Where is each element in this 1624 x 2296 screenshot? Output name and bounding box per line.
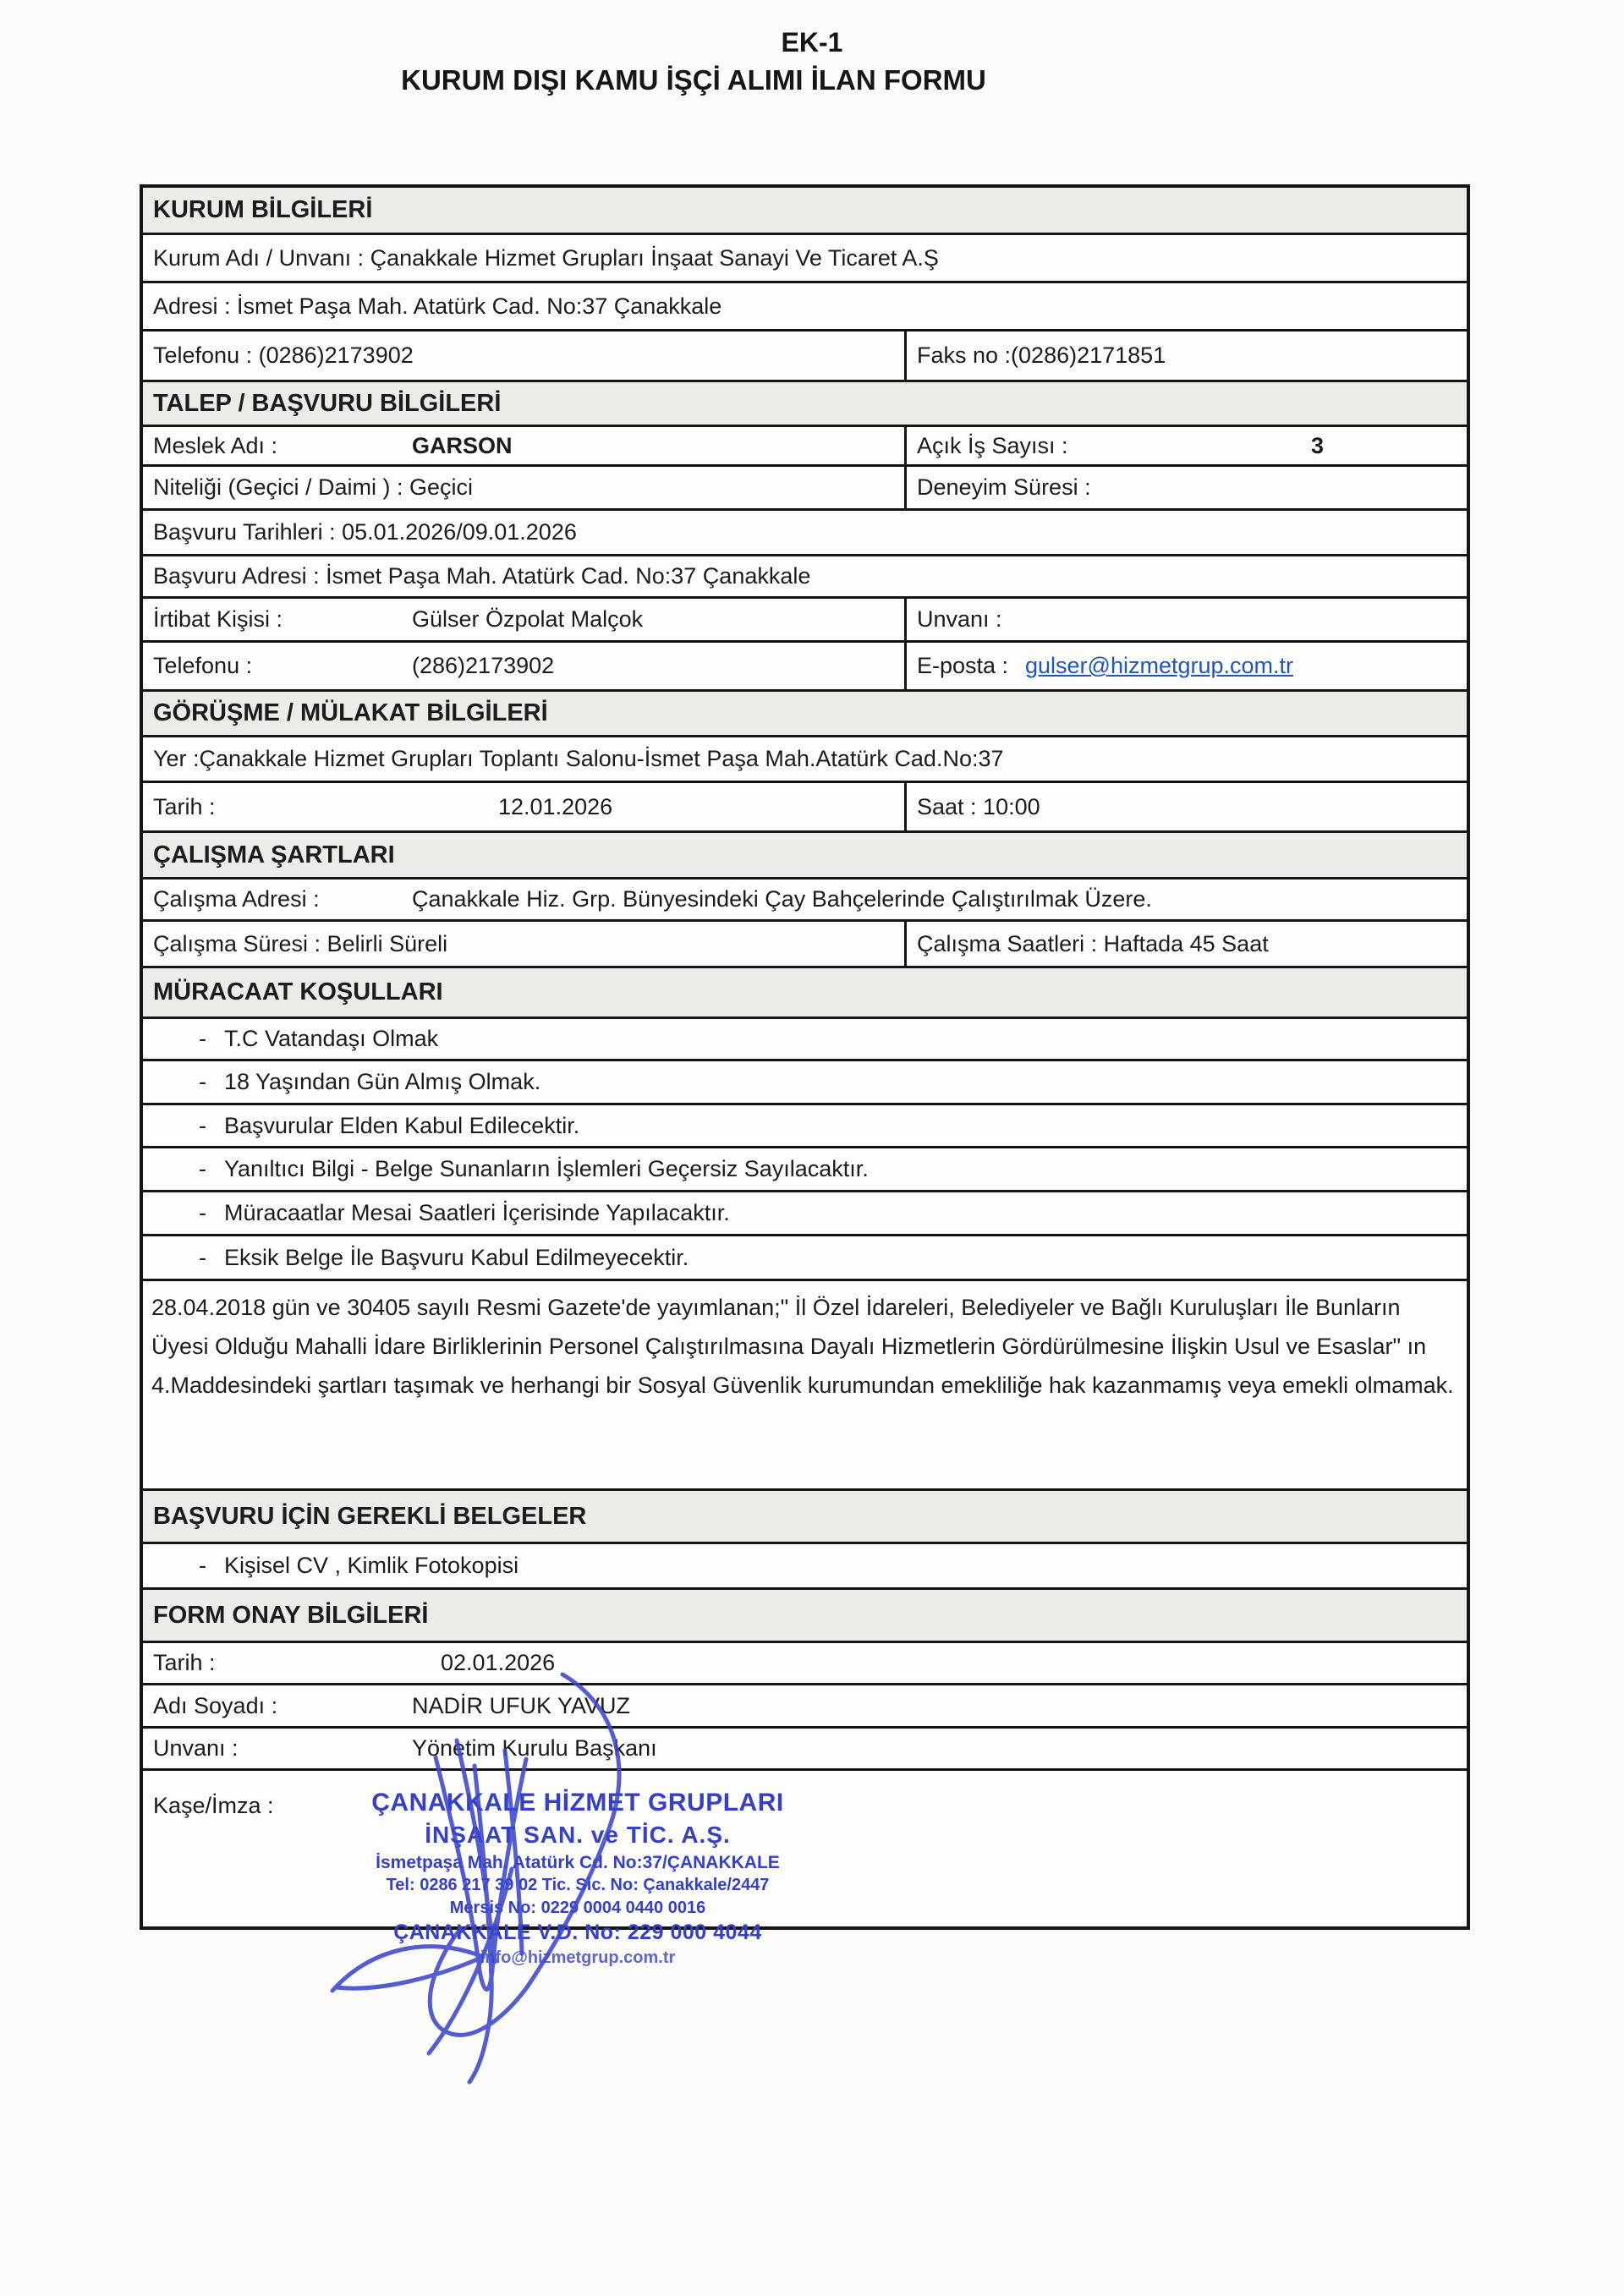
irtibat-cell: [143, 599, 907, 640]
section-header-form-onay: FORM ONAY BİLGİLERİ: [143, 1590, 1467, 1643]
niteligi-cell: Niteliği (Geçici / Daimi ) : Geçici: [143, 467, 907, 508]
kurum-adi-cell: Kurum Adı / Unvanı : Çanakkale Hizmet Grupları İnşaat Sanayi Ve Ticaret A.Ş: [153, 244, 939, 271]
signature-scribble: [309, 1656, 732, 2087]
row-niteligi-deneyim: [143, 467, 1467, 511]
irtibat-label: İrtibat Kişisi :: [153, 606, 283, 632]
muracaat-paragraph: [143, 1281, 1467, 1491]
muracaat-paragraph-text: 28.04.2018 gün ve 30405 sayılı Resmi Gazete'de yayımlanan;" İl Özel İdareleri, Belediyeler ve Bağlı Kuruluşları İle Bunların Üyesi Olduğu Mahalli İdare Birliklerinin Personel Çalıştırılmasına Dayalı Hizmetlerin Gördürülmesine İlişkin Usul ve Esaslar" ın 4.Maddesindeki şartları taşımak ve herhangi bir Sosyal Güvenlik kurumundan emekliliğe hak kazanmamış veya emekli olmamak.: [151, 1295, 1454, 1398]
section-header-muracaat-kosullari: MÜRACAAT KOŞULLARI: [143, 968, 1467, 1019]
adresi-cell: Adresi : İsmet Paşa Mah. Atatürk Cad. No:37 Çanakkale: [153, 293, 722, 319]
gorusme-tarih-value: 12.01.2026: [498, 793, 613, 819]
adi-soyadi-value: NADİR UFUK YAVUZ: [412, 1692, 631, 1718]
calisma-adresi-cell: [143, 879, 1152, 919]
row-basvuru-tarihleri: [143, 511, 1467, 556]
bullet-dash: -: [199, 1244, 206, 1270]
stamp-address: İsmetpaşa Mah. Atatürk Cd. No:37/ÇANAKKALE: [376, 1852, 780, 1872]
eposta-link[interactable]: gulser@hizmetgrup.com.tr: [1025, 653, 1294, 678]
row-telefon-eposta: [143, 643, 1467, 692]
row-irtibat-unvani: [143, 599, 1467, 643]
acik-is-label: Açık İş Sayısı :: [917, 432, 1068, 458]
row-tarih-saat: [143, 783, 1467, 833]
acik-is-value: 3: [1311, 432, 1325, 458]
muracaat-item-text: Yanıltıcı Bilgi - Belge Sunanların İşlemleri Geçersiz Sayılacaktır.: [224, 1156, 869, 1181]
gorusme-tarih-cell: [143, 783, 907, 830]
muracaat-item-text: 18 Yaşından Gün Almış Olmak.: [224, 1069, 541, 1094]
muracaat-item-row: [143, 1192, 1467, 1236]
stamp-company-type: İNŞAAT SAN. ve TİC. A.Ş.: [425, 1821, 731, 1848]
basvuru-adresi-cell: Başvuru Adresi : İsmet Paşa Mah. Atatürk Cad. No:37 Çanakkale: [153, 563, 811, 589]
telefonu-cell: Telefonu : (0286)2173902: [143, 332, 907, 380]
meslek-adi-cell: [143, 427, 907, 464]
adi-soyadi-cell: [143, 1685, 631, 1726]
onay-unvani-label: Unvanı :: [153, 1735, 239, 1761]
muracaat-item-row: [143, 1061, 1467, 1105]
section-header-talep-basvuru: TALEP / BAŞVURU BİLGİLERİ: [143, 382, 1467, 427]
kase-imza-label: Kaşe/İmza :: [153, 1793, 274, 1818]
bullet-dash: -: [199, 1069, 206, 1094]
calisma-suresi-cell: Çalışma Süresi : Belirli Süreli: [143, 922, 907, 966]
row-telefon-faks: [143, 332, 1467, 382]
row-adresi: [143, 283, 1467, 332]
meslek-adi-value: GARSON: [412, 432, 513, 458]
bullet-dash: -: [199, 1026, 206, 1051]
onay-unvani-cell: [143, 1729, 657, 1768]
yer-cell: Yer :Çanakkale Hizmet Grupları Toplantı Salonu-İsmet Paşa Mah.Atatürk Cad.No:37: [153, 746, 1004, 771]
calisma-adresi-value: Çanakkale Hiz. Grp. Bünyesindeki Çay Bahçelerinde Çalıştırılmak Üzere.: [412, 886, 1152, 912]
row-basvuru-adresi: [143, 556, 1467, 599]
stamp-vergi-no: ÇANAKKALE V.D. No: 229 000 4044: [393, 1921, 762, 1945]
bullet-dash: -: [199, 1112, 206, 1138]
telefonu2-value: (286)2173902: [412, 653, 555, 678]
unvani-cell: Unvanı :: [917, 606, 1002, 632]
acik-is-cell: [907, 427, 1467, 464]
section-header-gorusme-mulakat: GÖRÜŞME / MÜLAKAT BİLGİLERİ: [143, 692, 1467, 737]
onay-tarih-value: 02.01.2026: [441, 1650, 556, 1675]
eposta-cell: [907, 643, 1467, 689]
annex-label: EK-1: [781, 27, 843, 58]
row-calisma-suresi-saatleri: [143, 922, 1467, 968]
stamp-email: info@hizmetgrup.com.tr: [480, 1948, 676, 1968]
eposta-label: E-posta :: [917, 653, 1009, 678]
page-title: KURUM DIŞI KAMU İŞÇİ ALIMI İLAN FORMU: [401, 64, 986, 96]
basvuru-tarihleri-cell: Başvuru Tarihleri : 05.01.2026/09.01.2026: [153, 519, 577, 545]
deneyim-cell: Deneyim Süresi :: [917, 474, 1091, 500]
stamp-company-name: ÇANAKKALE HİZMET GRUPLARI: [371, 1789, 784, 1817]
meslek-adi-label: Meslek Adı :: [153, 432, 278, 458]
adi-soyadi-label: Adı Soyadı :: [153, 1692, 278, 1718]
saat-cell: Saat : 10:00: [917, 793, 1040, 819]
bullet-dash: -: [199, 1200, 206, 1225]
section-header-calisma-sartlari: ÇALIŞMA ŞARTLARI: [143, 833, 1467, 879]
calisma-saatleri-cell: Çalışma Saatleri : Haftada 45 Saat: [917, 930, 1269, 956]
belgeler-item-row: [143, 1544, 1467, 1590]
muracaat-item-text: Müracaatlar Mesai Saatleri İçerisinde Yapılacaktır.: [224, 1200, 730, 1225]
kase-imza-cell: [143, 1781, 274, 1926]
bullet-dash: -: [199, 1553, 206, 1578]
muracaat-item-row: [143, 1019, 1467, 1061]
faks-cell: Faks no :(0286)2171851: [917, 342, 1166, 368]
muracaat-item-text: T.C Vatandaşı Olmak: [224, 1026, 439, 1051]
gorusme-tarih-label: Tarih :: [153, 793, 216, 819]
onay-unvani-value: Yönetim Kurulu Başkanı: [412, 1735, 657, 1761]
muracaat-item-text: Eksik Belge İle Başvuru Kabul Edilmeyecektir.: [224, 1244, 689, 1270]
muracaat-item-row: [143, 1148, 1467, 1192]
row-kurum-adi: [143, 235, 1467, 283]
irtibat-value: Gülser Özpolat Malçok: [412, 606, 644, 632]
section-header-kurum-bilgileri: KURUM BİLGİLERİ: [143, 188, 1467, 235]
telefonu2-cell: [143, 643, 907, 689]
belgeler-item-text: Kişisel CV , Kimlik Fotokopisi: [224, 1553, 519, 1578]
row-yer: [143, 737, 1467, 783]
stamp-tel-sicil: Tel: 0286 217 39 02 Tic. Sic. No: Çanakkale/2447: [386, 1876, 770, 1895]
onay-tarih-label: Tarih :: [153, 1650, 216, 1675]
row-calisma-adresi: [143, 879, 1467, 922]
muracaat-item-row: [143, 1105, 1467, 1148]
muracaat-item-text: Başvurular Elden Kabul Edilecektir.: [224, 1112, 580, 1138]
row-meslek-acikis: [143, 427, 1467, 467]
calisma-adresi-label: Çalışma Adresi :: [153, 886, 320, 912]
stamp-mersis: Mersis No: 0229 0004 0440 0016: [449, 1898, 706, 1917]
onay-tarih-cell: [143, 1643, 556, 1683]
muracaat-item-row: [143, 1236, 1467, 1281]
section-header-gerekli-belgeler: BAŞVURU İÇİN GEREKLİ BELGELER: [143, 1491, 1467, 1544]
bullet-dash: -: [199, 1156, 206, 1181]
telefonu2-label: Telefonu :: [153, 653, 253, 678]
